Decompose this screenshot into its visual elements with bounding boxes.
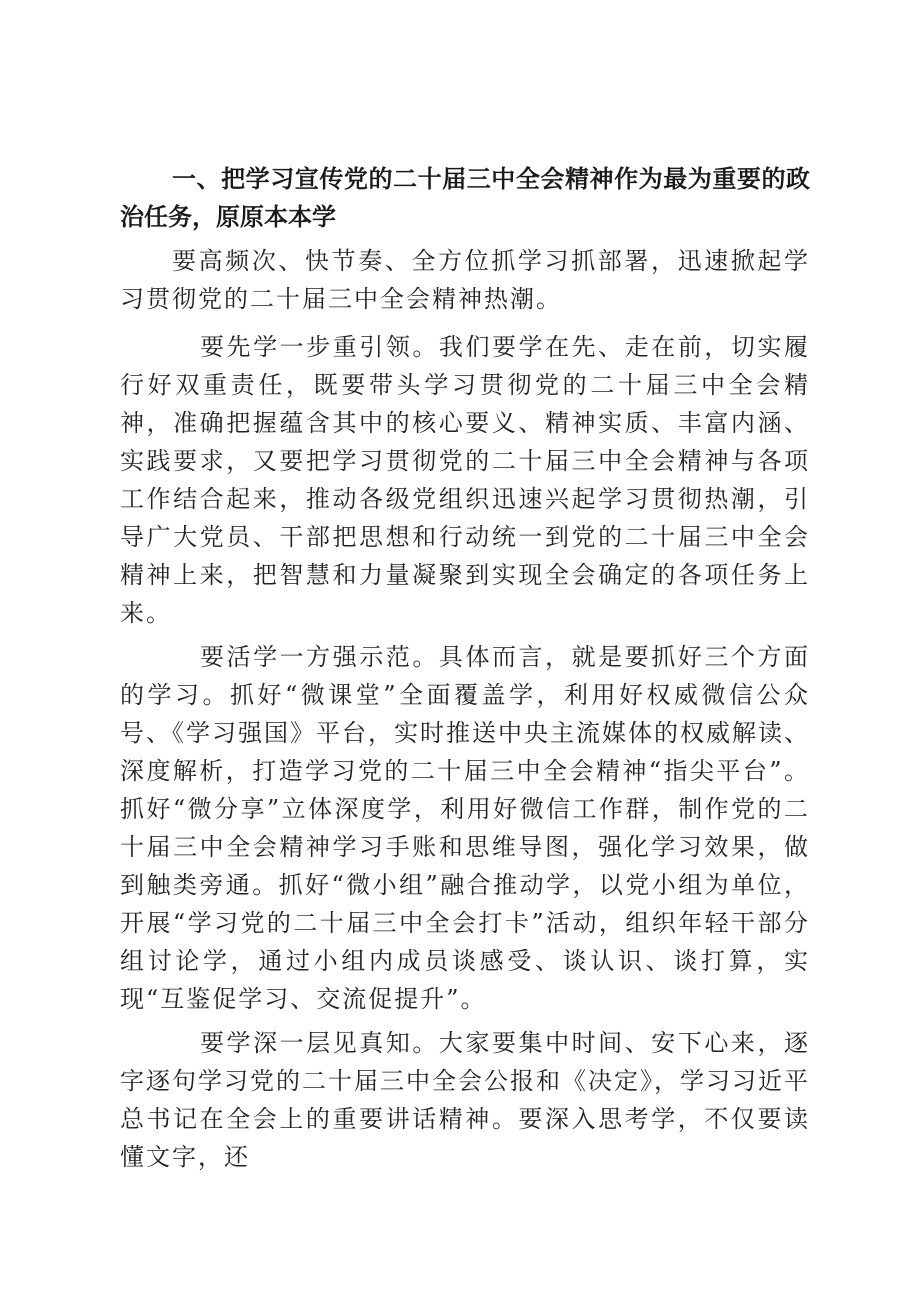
document-body (120, 160, 810, 1180)
paragraph-deep-study: 要学深一层见真知。大家要集中时间、安下心来，逐字逐句学习党的二十届三中全会公报和《决定》，学习习近平总书记在全会上的重要讲话精神。要深入思考学，不仅要读懂文字，还 (120, 1029, 810, 1171)
section-heading: 一、把学习宣传党的二十届三中全会精神作为最为重要的政治任务，原原本本学 (120, 165, 810, 231)
paragraph-flexible-study: 要活学一方强示范。具体而言，就是要抓好三个方面的学习。抓好“微课堂”全面覆盖学，利用好权威微信公众号、《学习强国》平台，实时推送中央主流媒体的权威解读、深度解析，打造学习党的二十届三中全会精神“指尖平台”。抓好“微分享”立体深度学，利用好微信工作群，制作党的二十届三中全会精神学习手账和思维导图，强化学习效果，做到触类旁通。抓好“微小组”融合推动学，以党小组为单位，开展“学习党的二十届三中全会打卡”活动，组织年轻干部分组讨论学，通过小组内成员谈感受、谈认识、谈打算，实现“互鉴促学习、交流促提升”。 (120, 643, 810, 1013)
paragraph-lead-first: 要先学一步重引领。我们要学在先、走在前，切实履行好双重责任，既要带头学习贯彻党的二十届三中全会精神，准确把握蕴含其中的核心要义、精神实质、丰富内涵、实践要求，又要把学习贯彻党的二十届三中全会精神与各项工作结合起来，推动各级党组织迅速兴起学习贯彻热潮，引导广大党员、干部把思想和行动统一到党的二十届三中全会精神上来，把智慧和力量凝聚到实现全会确定的各项任务上来。 (120, 333, 810, 627)
paragraph-intro: 要高频次、快节奏、全方位抓学习抓部署，迅速掀起学习贯彻党的二十届三中全会精神热潮。 (120, 247, 810, 313)
